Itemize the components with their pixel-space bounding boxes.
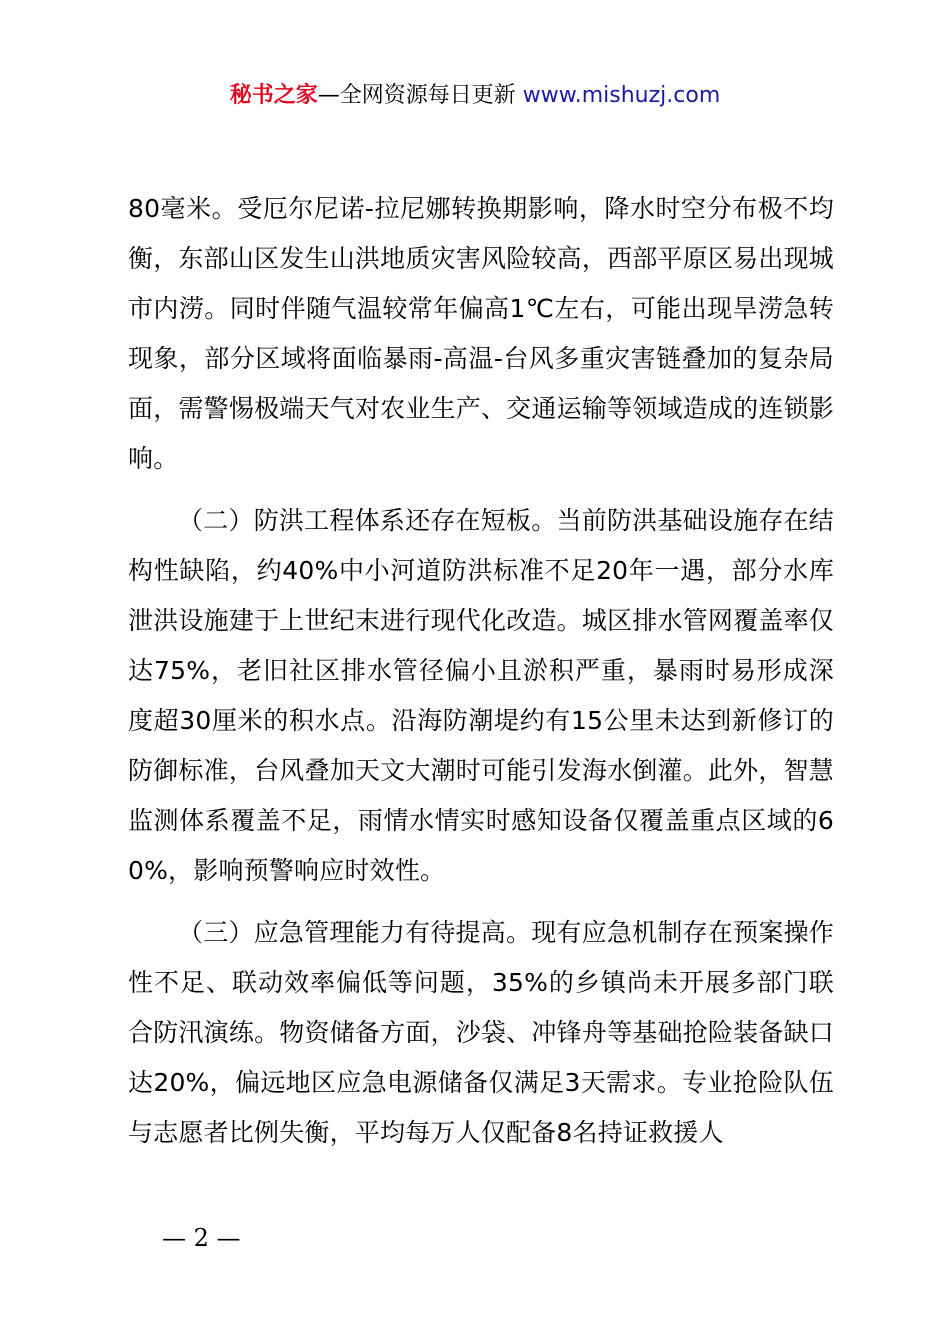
header-slogan: —全网资源每日更新 (317, 83, 516, 108)
paragraph-section-2: （二）防洪工程体系还存在短板。当前防洪基础设施存在结构性缺陷，约40%中小河道防洪标准不足20年一遇，部分水库泄洪设施建于上世纪末进行现代化改造。城区排水管网覆盖率仅达75%，老旧社区排水管径偏小且淤积严重，暴雨时易形成深度超30厘米的积水点。沿海防潮堤约有15公里未达到新修订的防御标准，台风叠加天文大潮时可能引发海水倒灌。此外，智慧监测体系覆盖不足，雨情水情实时感知设备仅覆盖重点区域的60%，影响预警响应时效性。 (128, 506, 834, 885)
site-url-link[interactable]: www.mishuzj.com (522, 83, 721, 108)
paragraph-section-3: （三）应急管理能力有待提高。现有应急机制存在预案操作性不足、联动效率偏低等问题，35%的乡镇尚未开展多部门联合防汛演练。物资储备方面，沙袋、冲锋舟等基础抢险装备缺口达20%，偏远地区应急电源储备仅满足3天需求。专业抢险队伍与志愿者比例失衡，平均每万人仅配备8名持证救援人 (128, 918, 834, 1147)
paragraph-continuation: 80毫米。受厄尔尼诺-拉尼娜转换期影响，降水时空分布极不均衡，东部山区发生山洪地质灾害风险较高，西部平原区易出现城市内涝。同时伴随气温较常年偏高1℃左右，可能出现旱涝急转现象，部分区域将面临暴雨-高温-台风多重灾害链叠加的复杂局面，需警惕极端天气对农业生产、交通运输等领域造成的连锁影响。 (128, 194, 834, 473)
page-number: — 2 — (162, 1224, 241, 1252)
document-body (128, 184, 834, 1158)
site-header (0, 80, 950, 112)
brand-name: 秘书之家 (229, 83, 318, 108)
